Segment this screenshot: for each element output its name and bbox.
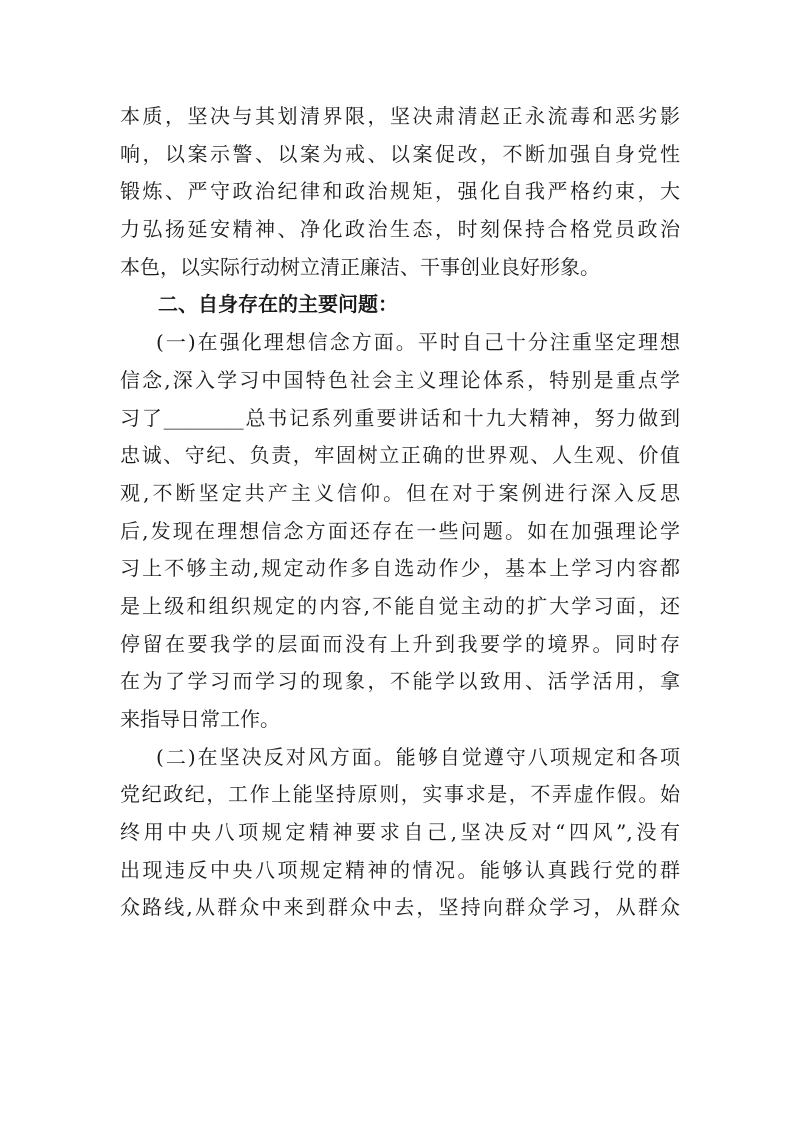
paragraph-line: 停留在要我学的层面而没有上升到我要学的境界。同时存	[120, 631, 680, 656]
paragraph-line: 党纪政纪，工作上能坚持原则，实事求是，不弄虚作假。始	[120, 782, 680, 807]
paragraph-line: 锻炼、严守政治纪律和政治规矩，强化自我严格约束，大	[120, 179, 680, 204]
paragraph-line: 习了________总书记系列重要讲话和十九大精神，努力做到	[120, 405, 680, 430]
paragraph-line: 忠诚、守纪、负责，牢固树立正确的世界观、人生观、价值	[120, 443, 680, 468]
paragraph-line: 在为了学习而学习的现象，不能学以致用、活学活用，拿	[120, 669, 680, 694]
paragraph-line: 信念,深入学习中国特色社会主义理论体系，特别是重点学	[120, 367, 680, 392]
paragraph-line: (二)在坚决反对风方面。能够自觉遵守八项规定和各项	[156, 744, 680, 769]
paragraph-line: 众路线,从群众中来到群众中去，坚持向群众学习，从群众	[120, 895, 680, 920]
paragraph-line: (一)在强化理想信念方面。平时自己十分注重坚定理想	[156, 330, 680, 355]
paragraph-line: 本色，以实际行动树立清正廉洁、干事创业良好形象。	[120, 254, 600, 279]
paragraph-line: 终用中央八项规定精神要求自己,坚决反对“四风”,没有	[120, 820, 680, 845]
paragraph-line: 是上级和组织规定的内容,不能自觉主动的扩大学习面，还	[120, 593, 680, 618]
paragraph-line: 后,发现在理想信念方面还存在一些问题。如在加强理论学	[120, 518, 680, 543]
paragraph-line: 本质，坚决与其划清界限，坚决肃清赵正永流毒和恶劣影	[120, 104, 680, 128]
paragraph-line: 习上不够主动,规定动作多自选动作少，基本上学习内容都	[120, 556, 680, 581]
paragraph-line: 来指导日常工作。	[120, 707, 280, 731]
section-heading: 二、自身存在的主要问题：	[158, 292, 398, 317]
paragraph-line: 观,不断坚定共产主义信仰。但在对于案例进行深入反思	[120, 480, 680, 505]
paragraph-line: 力弘扬延安精神、净化政治生态，时刻保持合格党员政治	[120, 217, 680, 242]
paragraph-line: 出现违反中央八项规定精神的情况。能够认真践行党的群	[120, 857, 680, 882]
document-body	[120, 98, 680, 927]
paragraph-line: 响，以案示警、以案为戒、以案促改，不断加强自身党性	[120, 141, 680, 166]
